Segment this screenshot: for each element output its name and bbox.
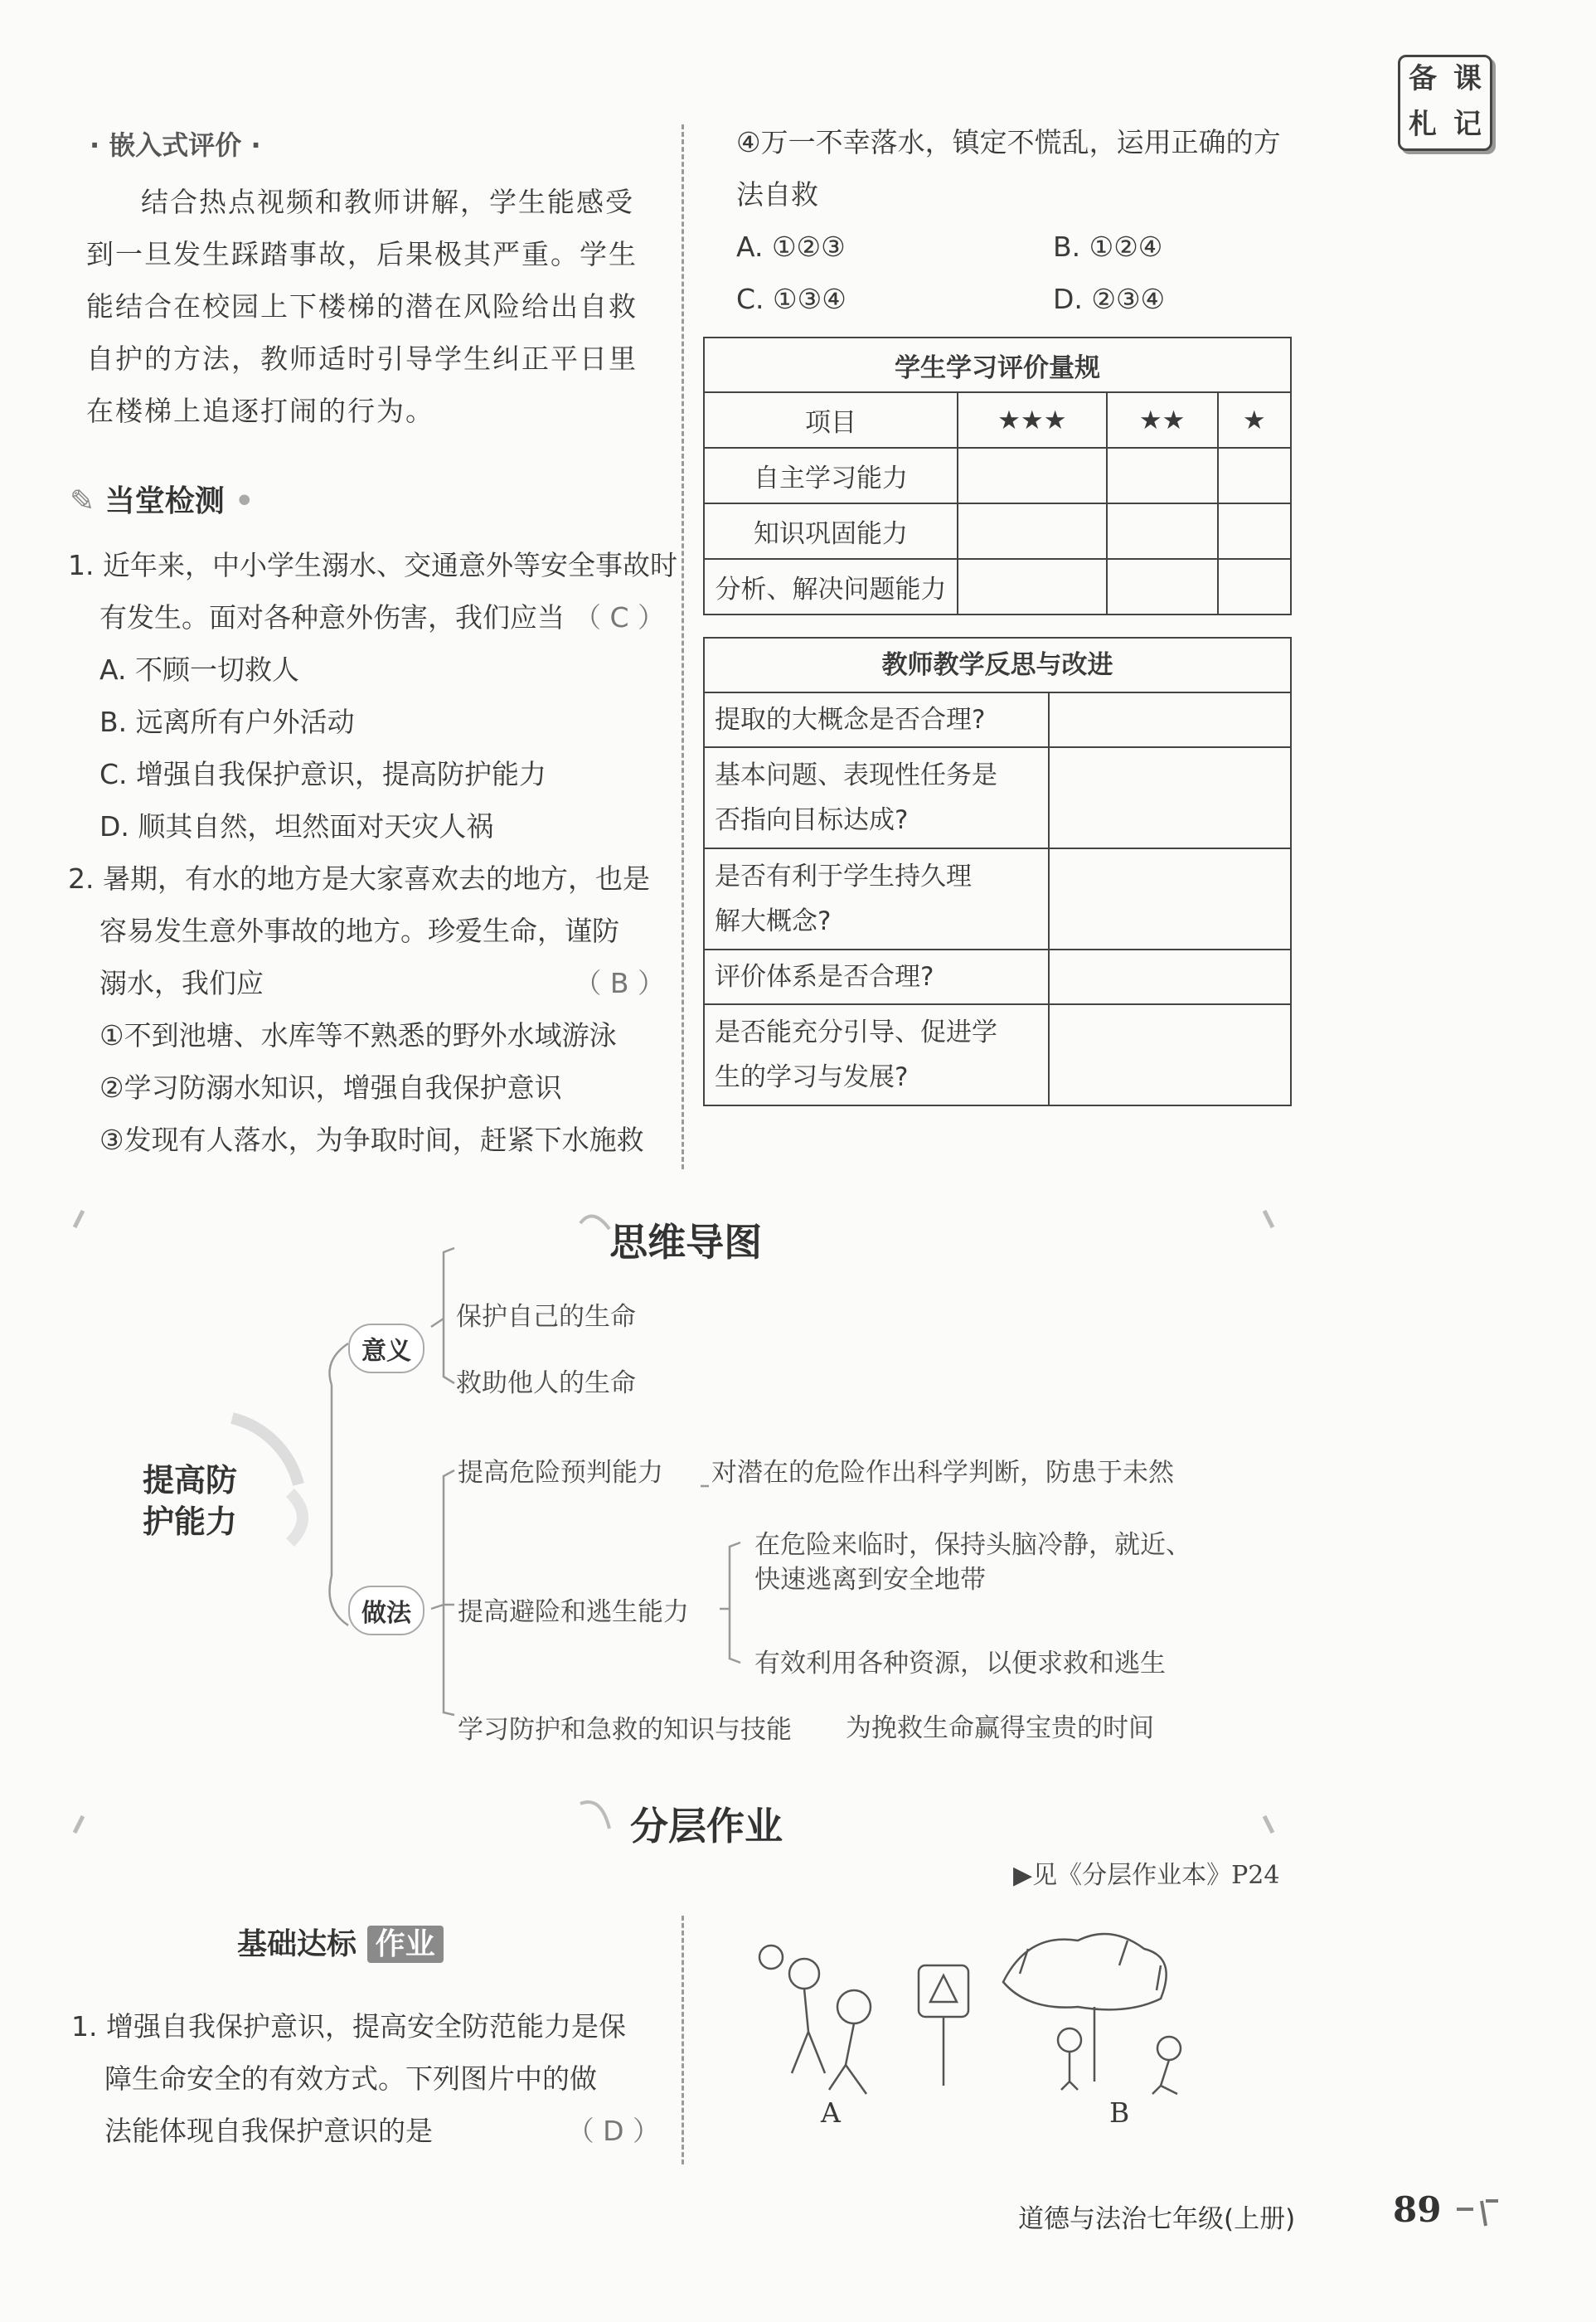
q2-item: 法自救 <box>736 178 818 211</box>
mindmap-method-label: 做法 <box>348 1586 424 1635</box>
q1-option: D. 顺其自然，坦然面对天灾人祸 <box>99 810 494 843</box>
badge-char: 札 <box>1409 108 1437 141</box>
homework-ref: ▶见《分层作业本》P24 <box>1013 1861 1280 1890</box>
reflection-q: 基本问题、表现性任务是 否指向目标达成? <box>704 747 1049 848</box>
basic-tag: 作业 <box>367 1926 444 1963</box>
q1-option: A. 不顾一切救人 <box>99 653 299 686</box>
q1-line: 1. 近年来，中小学生溺水、交通意外等安全事故时 <box>68 549 677 581</box>
hw-q1-line: 障生命安全的有效方式。下列图片中的做 <box>104 2062 597 2095</box>
q2-continued <box>736 116 1317 325</box>
q2-item: ④万一不幸落水，镇定不慌乱，运用正确的方 <box>736 126 1281 158</box>
reflection-title: 教师教学反思与改进 <box>704 638 1291 692</box>
q2-item: ②学习防溺水知识，增强自我保护意识 <box>99 1071 562 1104</box>
homework-divider <box>682 1916 684 2164</box>
rubric-header: ★ <box>1218 392 1291 448</box>
badge-char: 备 <box>1409 62 1437 95</box>
homework-question-1 <box>71 2000 660 2157</box>
rubric-header: 项目 <box>704 392 958 448</box>
mindmap-node: 为挽救生命赢得宝贵的时间 <box>846 1713 1154 1743</box>
mindmap-node: 对潜在的危险作出科学判断，防患于未然 <box>711 1458 1174 1488</box>
rubric-title: 学生学习评价量规 <box>704 338 1291 392</box>
rubric-header: ★★★ <box>958 392 1107 448</box>
q2-option: C. ①③④ <box>736 283 847 315</box>
check-title: ✎ 当堂检测 • <box>70 484 255 518</box>
q1-answer: （ C ） <box>573 601 665 634</box>
hw-q1-line: 法能体现自我保护意识的是 <box>104 2115 433 2147</box>
q2-option: A. ①②③ <box>736 231 846 263</box>
q2-item: ①不到池塘、水库等不熟悉的野外水域游泳 <box>99 1019 617 1052</box>
q2-line: 2. 暑期，有水的地方是大家喜欢去的地方，也是 <box>68 862 650 895</box>
mindmap-title: 思维导图 <box>609 1220 763 1265</box>
badge-char: 课 <box>1453 62 1482 95</box>
mindmap-node: 提高危险预判能力 <box>458 1458 663 1488</box>
column-divider <box>682 124 684 1169</box>
hw-q1-answer: （ D ） <box>566 2115 660 2147</box>
eval-line: 结合热点视频和教师讲解，学生能感受 <box>141 186 634 218</box>
reflection-q: 是否有利于学生持久理 解大概念? <box>704 848 1049 950</box>
pencil-icon: ✎ <box>70 484 95 518</box>
embedded-eval-title: · 嵌入式评价 · <box>90 129 261 161</box>
question-1 <box>68 539 677 1166</box>
image-b <box>1003 1934 1181 2094</box>
reflection-q: 是否能充分引导、促进学 生的学习与发展? <box>704 1004 1049 1105</box>
mindmap-node: 保护自己的生命 <box>456 1302 636 1332</box>
footer-deco-icon <box>1453 2193 1502 2234</box>
mindmap-node: 在危险来临时，保持头脑冷静，就近、 快速逃离到安全地带 <box>754 1530 1191 1595</box>
hw-q1-line: 1. 增强自我保护意识，提高安全防范能力是保 <box>71 2010 626 2043</box>
q2-item: ③发现有人落水，为争取时间，赶紧下水施救 <box>99 1124 644 1156</box>
image-a-label: A <box>821 2096 841 2129</box>
footer-book: 道德与法治七年级(上册) <box>1018 2204 1296 2234</box>
eval-line: 自护的方法，教师适时引导学生纠正平日里 <box>86 342 638 375</box>
mindmap-node: 提高避险和逃生能力 <box>458 1597 689 1627</box>
mindmap-heading <box>572 1212 762 1267</box>
eval-line: 到一旦发生踩踏事故，后果极其严重。学生 <box>86 238 638 270</box>
image-a <box>759 1946 968 2094</box>
reflection-q: 提取的大概念是否合理? <box>704 692 1049 747</box>
q2-answer: （ B ） <box>574 967 665 999</box>
embedded-eval-text <box>86 176 667 437</box>
page-number: 89 <box>1393 2189 1442 2230</box>
eval-line: 能结合在校园上下楼梯的潜在风险给出自救 <box>86 290 638 323</box>
q2-line: 容易发生意外事故的地方。珍爱生命，谨防 <box>99 915 619 947</box>
rubric-header: ★★ <box>1107 392 1218 448</box>
reflection-table <box>703 637 1292 1106</box>
q2-option: D. ②③④ <box>1053 283 1166 315</box>
rubric-row-label: 分析、解决问题能力 <box>704 559 958 615</box>
image-b-label: B <box>1109 2096 1130 2129</box>
q1-option: B. 远离所有户外活动 <box>99 706 355 738</box>
basic-level <box>237 1921 444 1963</box>
mindmap-node: 有效利用各种资源，以便求救和逃生 <box>754 1649 1166 1678</box>
notes-badge <box>1398 55 1492 151</box>
mindmap-meaning-label: 意义 <box>348 1324 424 1373</box>
rubric-table <box>703 337 1292 615</box>
badge-char: 记 <box>1453 108 1482 141</box>
q1-line: 有发生。面对各种意外伤害，我们应当 <box>99 601 565 634</box>
q2-line: 溺水，我们应 <box>99 967 264 999</box>
q2-option: B. ①②④ <box>1053 231 1163 263</box>
homework-deco <box>0 1791 1596 1841</box>
homework-title: 分层作业 <box>630 1804 783 1848</box>
mindmap-center: 提高防 护能力 <box>143 1462 238 1540</box>
illustrations <box>730 1916 1260 2106</box>
eval-line: 在楼梯上追逐打闹的行为。 <box>86 395 434 427</box>
reflection-q: 评价体系是否合理? <box>704 950 1049 1004</box>
mindmap-node: 救助他人的生命 <box>456 1368 636 1398</box>
rubric-row-label: 自主学习能力 <box>704 448 958 503</box>
basic-label: 基础达标 <box>237 1927 357 1961</box>
mindmap-node: 学习防护和急救的知识与技能 <box>458 1715 792 1745</box>
rubric-row-label: 知识巩固能力 <box>704 503 958 559</box>
q1-option: C. 增强自我保护意识，提高防护能力 <box>99 758 547 790</box>
